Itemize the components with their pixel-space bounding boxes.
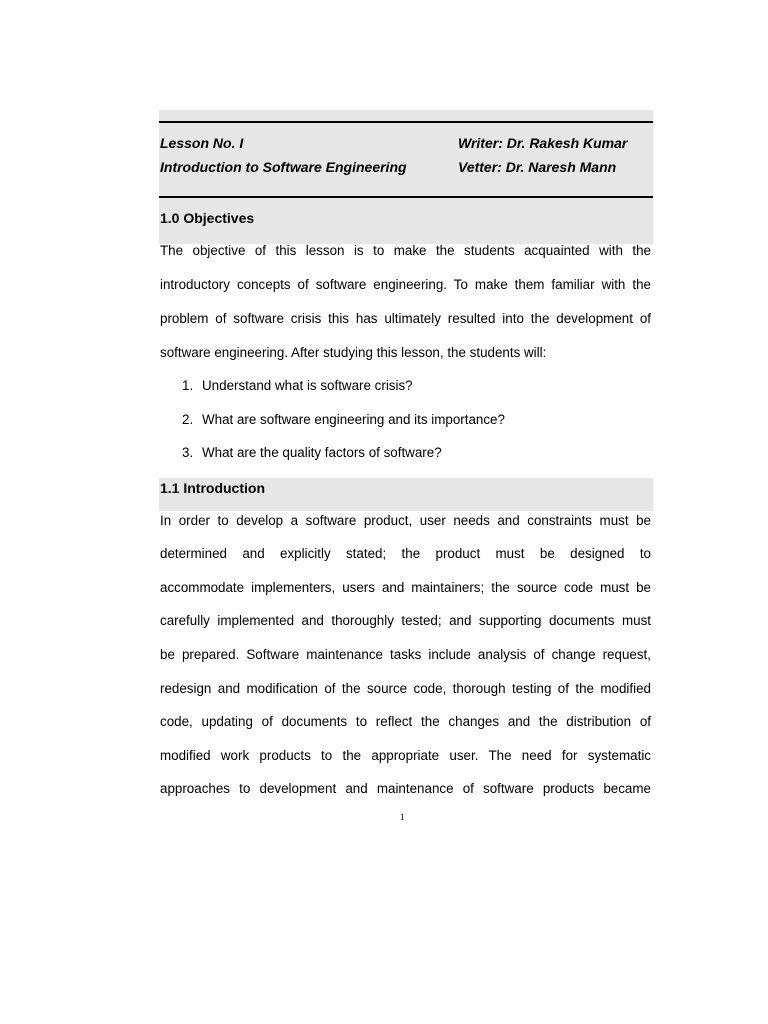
introduction-heading: 1.1 Introduction: [160, 480, 265, 496]
list-text: What are the quality factors of software?: [202, 445, 442, 460]
list-number: 2.: [182, 412, 194, 427]
list-number: 1.: [182, 378, 194, 393]
introduction-line: code, updating of documents to reflect the changes and the distribution of: [160, 714, 651, 729]
header-top-rule: [159, 121, 653, 123]
objectives-line: problem of software crisis this has ultimately resulted into the development of: [160, 311, 651, 326]
page-number: 1: [400, 812, 405, 822]
introduction-line: approaches to development and maintenance of software products became: [160, 781, 651, 796]
writer-credit: Writer: Dr. Rakesh Kumar: [458, 135, 628, 151]
introduction-line: redesign and modification of the source code, thorough testing of the modified: [160, 681, 651, 696]
list-text: What are software engineering and its importance?: [202, 412, 505, 427]
introduction-line: be prepared. Software maintenance tasks include analysis of change request,: [160, 647, 651, 662]
list-number: 3.: [182, 445, 194, 460]
introduction-line: carefully implemented and thoroughly tested; and supporting documents must: [160, 613, 651, 628]
vetter-credit: Vetter: Dr. Naresh Mann: [458, 159, 617, 175]
lesson-title: Introduction to Software Engineering: [160, 159, 407, 175]
objectives-line: software engineering. After studying this lesson, the students will:: [160, 345, 547, 360]
introduction-line: determined and explicitly stated; the product must be designed to: [160, 546, 651, 561]
objectives-line: The objective of this lesson is to make the students acquainted with the: [160, 243, 651, 258]
introduction-line: accommodate implementers, users and maintainers; the source code must be: [160, 580, 651, 595]
introduction-line: In order to develop a software product, user needs and constraints must be: [160, 513, 651, 528]
introduction-line: modified work products to the appropriate user. The need for systematic: [160, 748, 651, 763]
list-text: Understand what is software crisis?: [202, 378, 413, 393]
header-bottom-rule: [159, 196, 653, 198]
objective-list-item: [182, 445, 442, 461]
lesson-number: Lesson No. I: [160, 135, 244, 151]
objective-list-item: [182, 378, 413, 394]
objective-list-item: [182, 412, 505, 428]
objectives-heading: 1.0 Objectives: [160, 210, 255, 226]
objectives-line: introductory concepts of software engineering. To make them familiar with the: [160, 277, 651, 292]
